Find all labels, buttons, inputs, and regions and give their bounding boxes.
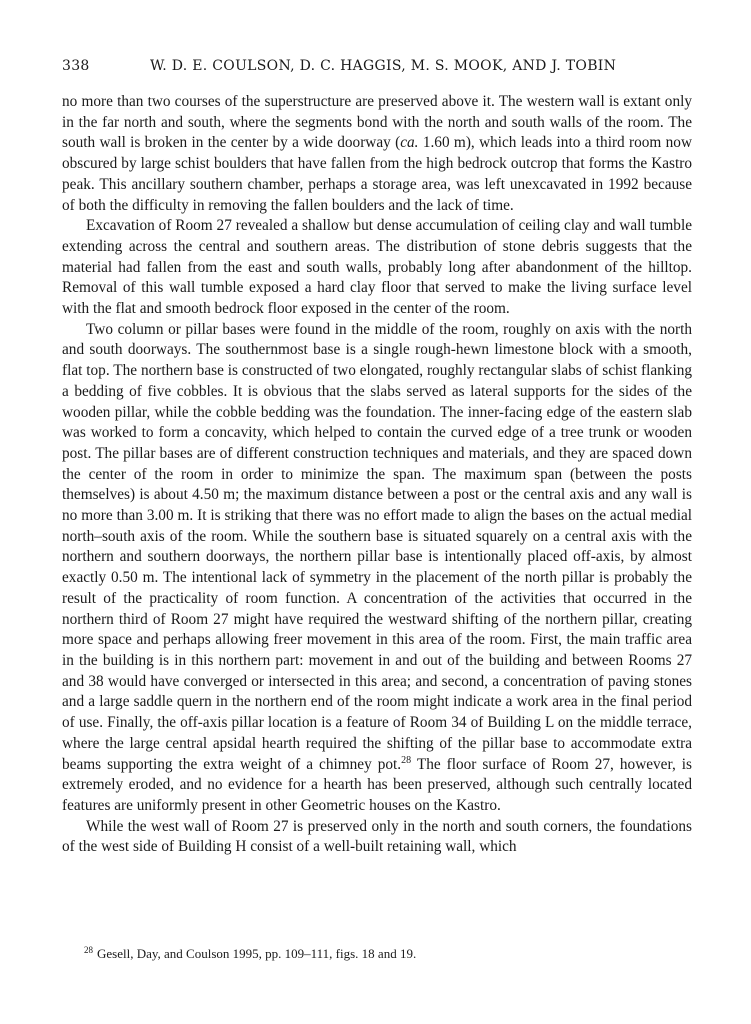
circa-abbreviation: ca. (400, 134, 419, 152)
paragraph-1-text: no more than two courses of the superstructure are preserved above it. The western wall is extant only in the far north and south, where the segments bond with the north and south walls of the room. The south wall is broken in the center by a wide doorway ( (62, 93, 692, 152)
running-head (62, 58, 692, 78)
footnote (84, 946, 694, 962)
paragraph-1 (62, 92, 692, 216)
running-head-authors: W. D. E. COULSON, D. C. HAGGIS, M. S. MOOK, AND J. TOBIN (150, 58, 617, 74)
paragraph-1-text-continued: 1.60 m), which leads into a third room now obscured by large schist boulders that have fallen from the high bedrock outcrop that forms the Kastro peak. This ancillary southern chamber, perhaps a storage area, was left unexcavated in 1992 because of both the difficulty in removing the fallen boulders and the lack of time. (62, 134, 692, 214)
paragraph-3-text-continued: The floor surface of Room 27, however, is extremely eroded, and no evidence for a hearth has been preserved, although such centrally located features are uniformly present in other Geometric houses on the Kastro. (62, 755, 692, 814)
paragraph-4: While the west wall of Room 27 is preserved only in the north and south corners, the foundations of the west side of Building H consist of a well-built retaining wall, which (62, 817, 692, 856)
paragraph-2: Excavation of Room 27 revealed a shallow but dense accumulation of ceiling clay and wall tumble extending across the central and southern areas. The distribution of stone debris suggests that the material had fallen from the east and south walls, probably long after abandonment of the hilltop. Removal of this wall tumble exposed a hard clay floor that served to make the living surface level with the flat and smooth bedrock floor exposed in the center of the room. (62, 217, 692, 318)
paragraph-3-text: Two column or pillar bases were found in the middle of the room, roughly on axis with the north and south doorways. The southernmost base is a single rough-hewn limestone block with a smooth, flat top. The northern base is constructed of two elongated, roughly rectangular slabs of schist flanking a bedding of five cobbles. It is obvious that the slabs served as lateral supports for the sides of the wooden pillar, while the cobble bedding was the foundation. The inner-facing edge of the eastern slab was worked to form a concavity, which helped to contain the curved edge of a tree trunk or wooden post. The pillar bases are of different construction techniques and materials, and they are spaced down the center of the room in order to minimize the span. The maximum span (between the posts themselves) is about 4.50 m; the maximum distance between a post or the central axis and any wall is no more than 3.00 m. It is striking that there was no effort made to align the bases on the actual medial north–south axis of the room. While the southern base is situated squarely on a central axis with the northern and southern doorways, the northern pillar base is intentionally placed off-axis, by almost exactly 0.50 m. The intentional lack of symmetry in the placement of the north pillar is probably the result of the practicality of room function. A concentration of the activities that occurred in the northern third of Room 27 might have required the westward shifting of the northern pillar, creating more space and perhaps allowing freer movement in this area of the room. First, the main traffic area in the building is in this northern part: movement in and out of the building and between Rooms 27 and 38 would have converged or intersected in this area; and second, a concentration of paving stones and a large saddle quern in the northern end of the room might indicate a work area in the final period of use. Finally, the off-axis pillar location is a feature of Room 34 of Building L on the middle terrace, where the large central apsidal hearth required the shifting of the pillar base to accommodate extra beams supporting the extra weight of a chimney pot. (62, 320, 692, 773)
footnote-number: 28 (84, 944, 93, 955)
paragraph-3 (62, 320, 692, 817)
footnote-reference[interactable]: 28 (401, 754, 412, 766)
footnote-text: Gesell, Day, and Coulson 1995, pp. 109–111, figs. 18 and 19. (97, 946, 417, 961)
page-number: 338 (62, 58, 90, 74)
body-text (62, 92, 692, 858)
